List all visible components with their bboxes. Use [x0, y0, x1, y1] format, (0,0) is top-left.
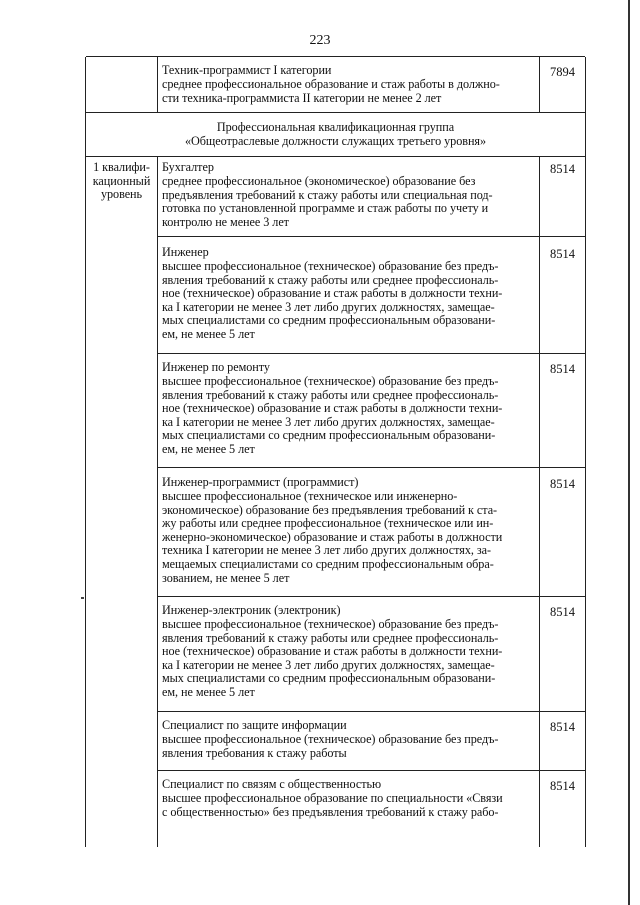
page-number: 223	[309, 33, 331, 48]
qualification-level-label: 1 квалифи- кационный уровень	[92, 160, 151, 202]
position-requirements: высшее профессиональное (техническое) образование без предъ- явления требований к стажу работы или среднее профессиональ- ное (техническое) образование и стаж работы в должности техни- ка I категории не менее 3 лет либо других должностях, замещае- мых специалистами со средним профессиональным образовани- ем, не менее 5 лет	[162, 617, 503, 699]
row-divider	[86, 56, 585, 57]
position-requirements: среднее профессиональное образование и стаж работы в должно- сти техника-программиста II категории не менее 2 лет	[162, 77, 500, 105]
row-divider	[86, 112, 585, 113]
position-title: Бухгалтер	[162, 160, 214, 174]
position-requirements: высшее профессиональное (техническое) образование без предъ- явления требований к стажу работы или среднее профессиональ- ное (техническое) образование и стаж работы в должности техни- ка I категории не менее 3 лет либо других должностях, замещае- мых специалистами со средним профессиональным образовани- ем, не менее 5 лет	[162, 374, 503, 456]
salary-value: 8514	[550, 362, 575, 376]
position-title: Специалист по связям с общественностью	[162, 777, 382, 791]
salary-value: 8514	[550, 247, 575, 261]
column-divider	[157, 57, 158, 112]
position-title: Специалист по защите информации	[162, 718, 347, 732]
position-title: Техник-программист I категории	[162, 63, 332, 77]
position-requirements: высшее профессиональное образование по специальности «Связи с общественностью» без предъявления требований к стажу рабо-	[162, 791, 503, 819]
position-requirements: среднее профессиональное (экономическое) образование без предъявления требований к стажу работы или специальная под- готовка по установленной программе и стаж работы по учету и контролю не менее 3 лет	[162, 174, 493, 229]
position-requirements: высшее профессиональное (техническое или инженерно- экономическое) образование без предъявления требований к ста- жу работы или среднее профессиональное (техническое или ин- женерно-экономическое) образование и стаж работы в должности техника I категории не менее 3 лет либо других должностях, за- мещаемых специалистами со средним профессиональным обра- зованием, не менее 5 лет	[162, 489, 503, 585]
row-divider	[157, 711, 585, 712]
salary-value: 7894	[550, 65, 575, 79]
position-title: Инженер по ремонту	[162, 360, 270, 374]
salary-table	[85, 57, 586, 847]
salary-value: 8514	[550, 720, 575, 734]
position-requirements: высшее профессиональное (техническое) образование без предъ- явления требования к стажу работы	[162, 732, 499, 760]
column-divider	[157, 156, 158, 847]
row-divider	[157, 236, 585, 237]
qualification-group-header: Профессиональная квалификационная группа «Общеотраслевые должности служащих третьего уровня»	[184, 120, 487, 148]
scan-edge-line	[628, 0, 630, 905]
row-divider	[86, 156, 585, 157]
row-divider	[157, 770, 585, 771]
position-title: Инженер	[162, 245, 209, 259]
salary-value: 8514	[550, 605, 575, 619]
position-requirements: высшее профессиональное (техническое) образование без предъ- явления требований к стажу работы или среднее профессиональ- ное (техническое) образование и стаж работы в должности техни- ка I категории не менее 3 лет либо других должностях, замещае- мых специалистами со средним профессиональным образовани- ем, не менее 5 лет	[162, 259, 503, 341]
position-title: Инженер-электроник (электроник)	[162, 603, 341, 617]
position-title: Инженер-программист (программист)	[162, 475, 359, 489]
salary-value: 8514	[550, 779, 575, 793]
row-divider	[157, 353, 585, 354]
scan-speck	[81, 597, 84, 599]
salary-value: 8514	[550, 162, 575, 176]
salary-value: 8514	[550, 477, 575, 491]
row-divider	[157, 467, 585, 468]
row-divider	[157, 596, 585, 597]
